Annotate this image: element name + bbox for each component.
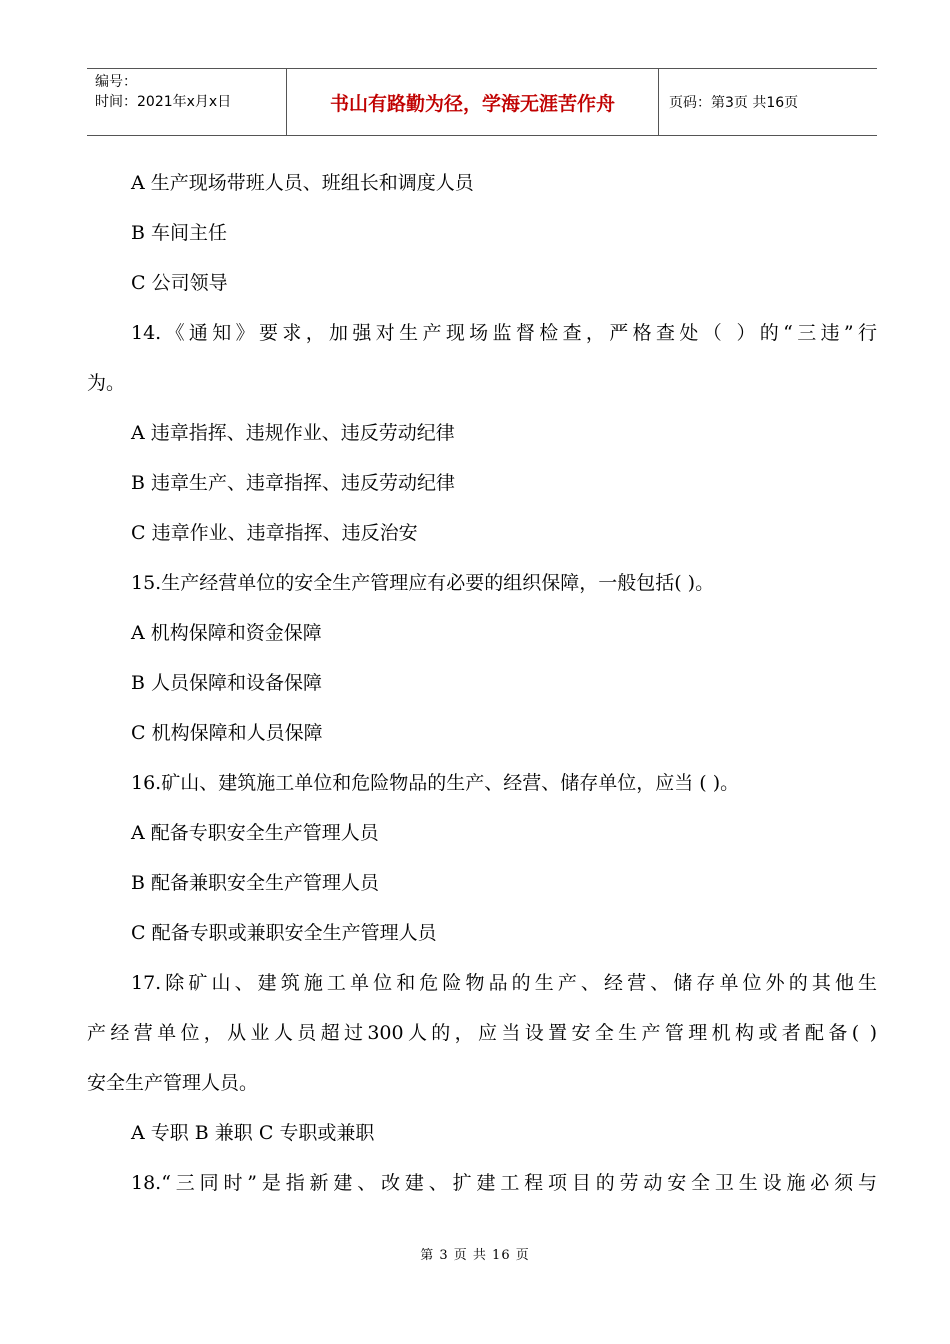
header-time: 时间：2021年x月x日 — [95, 94, 232, 110]
option-line: A 生产现场带班人员、班组长和调度人员 — [131, 172, 474, 194]
question-line: 14.《通知》要求，加强对生产现场监督检查，严格查处（ ）的“三违”行 — [131, 322, 877, 344]
page-footer: 第 3 页 共 16 页 — [420, 1248, 530, 1263]
option-line: A 配备专职安全生产管理人员 — [131, 822, 379, 844]
question-line: 产经营单位，从业人员超过300人的，应当设置安全生产管理机构或者配备( ) — [87, 1022, 877, 1044]
question-line: 为。 — [87, 372, 126, 394]
header-meta — [87, 69, 287, 135]
question-line: 15.生产经营单位的安全生产管理应有必要的组织保障，一般包括( )。 — [131, 572, 715, 594]
page-header — [87, 68, 877, 136]
question-line: 17.除矿山、建筑施工单位和危险物品的生产、经营、储存单位外的其他生 — [131, 972, 877, 994]
option-line: B 车间主任 — [131, 222, 228, 244]
question-line: 18.“三同时”是指新建、改建、扩建工程项目的劳动安全卫生设施必须与 — [131, 1172, 877, 1194]
header-number: 编号： — [95, 74, 137, 90]
question-line: 16.矿山、建筑施工单位和危险物品的生产、经营、储存单位，应当 ( )。 — [131, 772, 740, 794]
option-line: C 机构保障和人员保障 — [131, 722, 323, 744]
option-line: A 违章指挥、违规作业、违反劳动纪律 — [131, 422, 455, 444]
document-body — [87, 158, 877, 1208]
option-line: C 配备专职或兼职安全生产管理人员 — [131, 922, 437, 944]
option-line: A 机构保障和资金保障 — [131, 622, 322, 644]
question-line: 安全生产管理人员。 — [87, 1072, 259, 1094]
header-motto: 书山有路勤为径，学海无涯苦作舟 — [287, 69, 659, 135]
option-line: A 专职 B 兼职 C 专职或兼职 — [131, 1122, 375, 1144]
option-line: B 配备兼职安全生产管理人员 — [131, 872, 380, 894]
option-line: B 人员保障和设备保障 — [131, 672, 323, 694]
header-page-number: 页码：第3页 共16页 — [669, 95, 799, 111]
option-line: C 公司领导 — [131, 272, 228, 294]
option-line: B 违章生产、违章指挥、违反劳动纪律 — [131, 472, 456, 494]
option-line: C 违章作业、违章指挥、违反治安 — [131, 522, 418, 544]
